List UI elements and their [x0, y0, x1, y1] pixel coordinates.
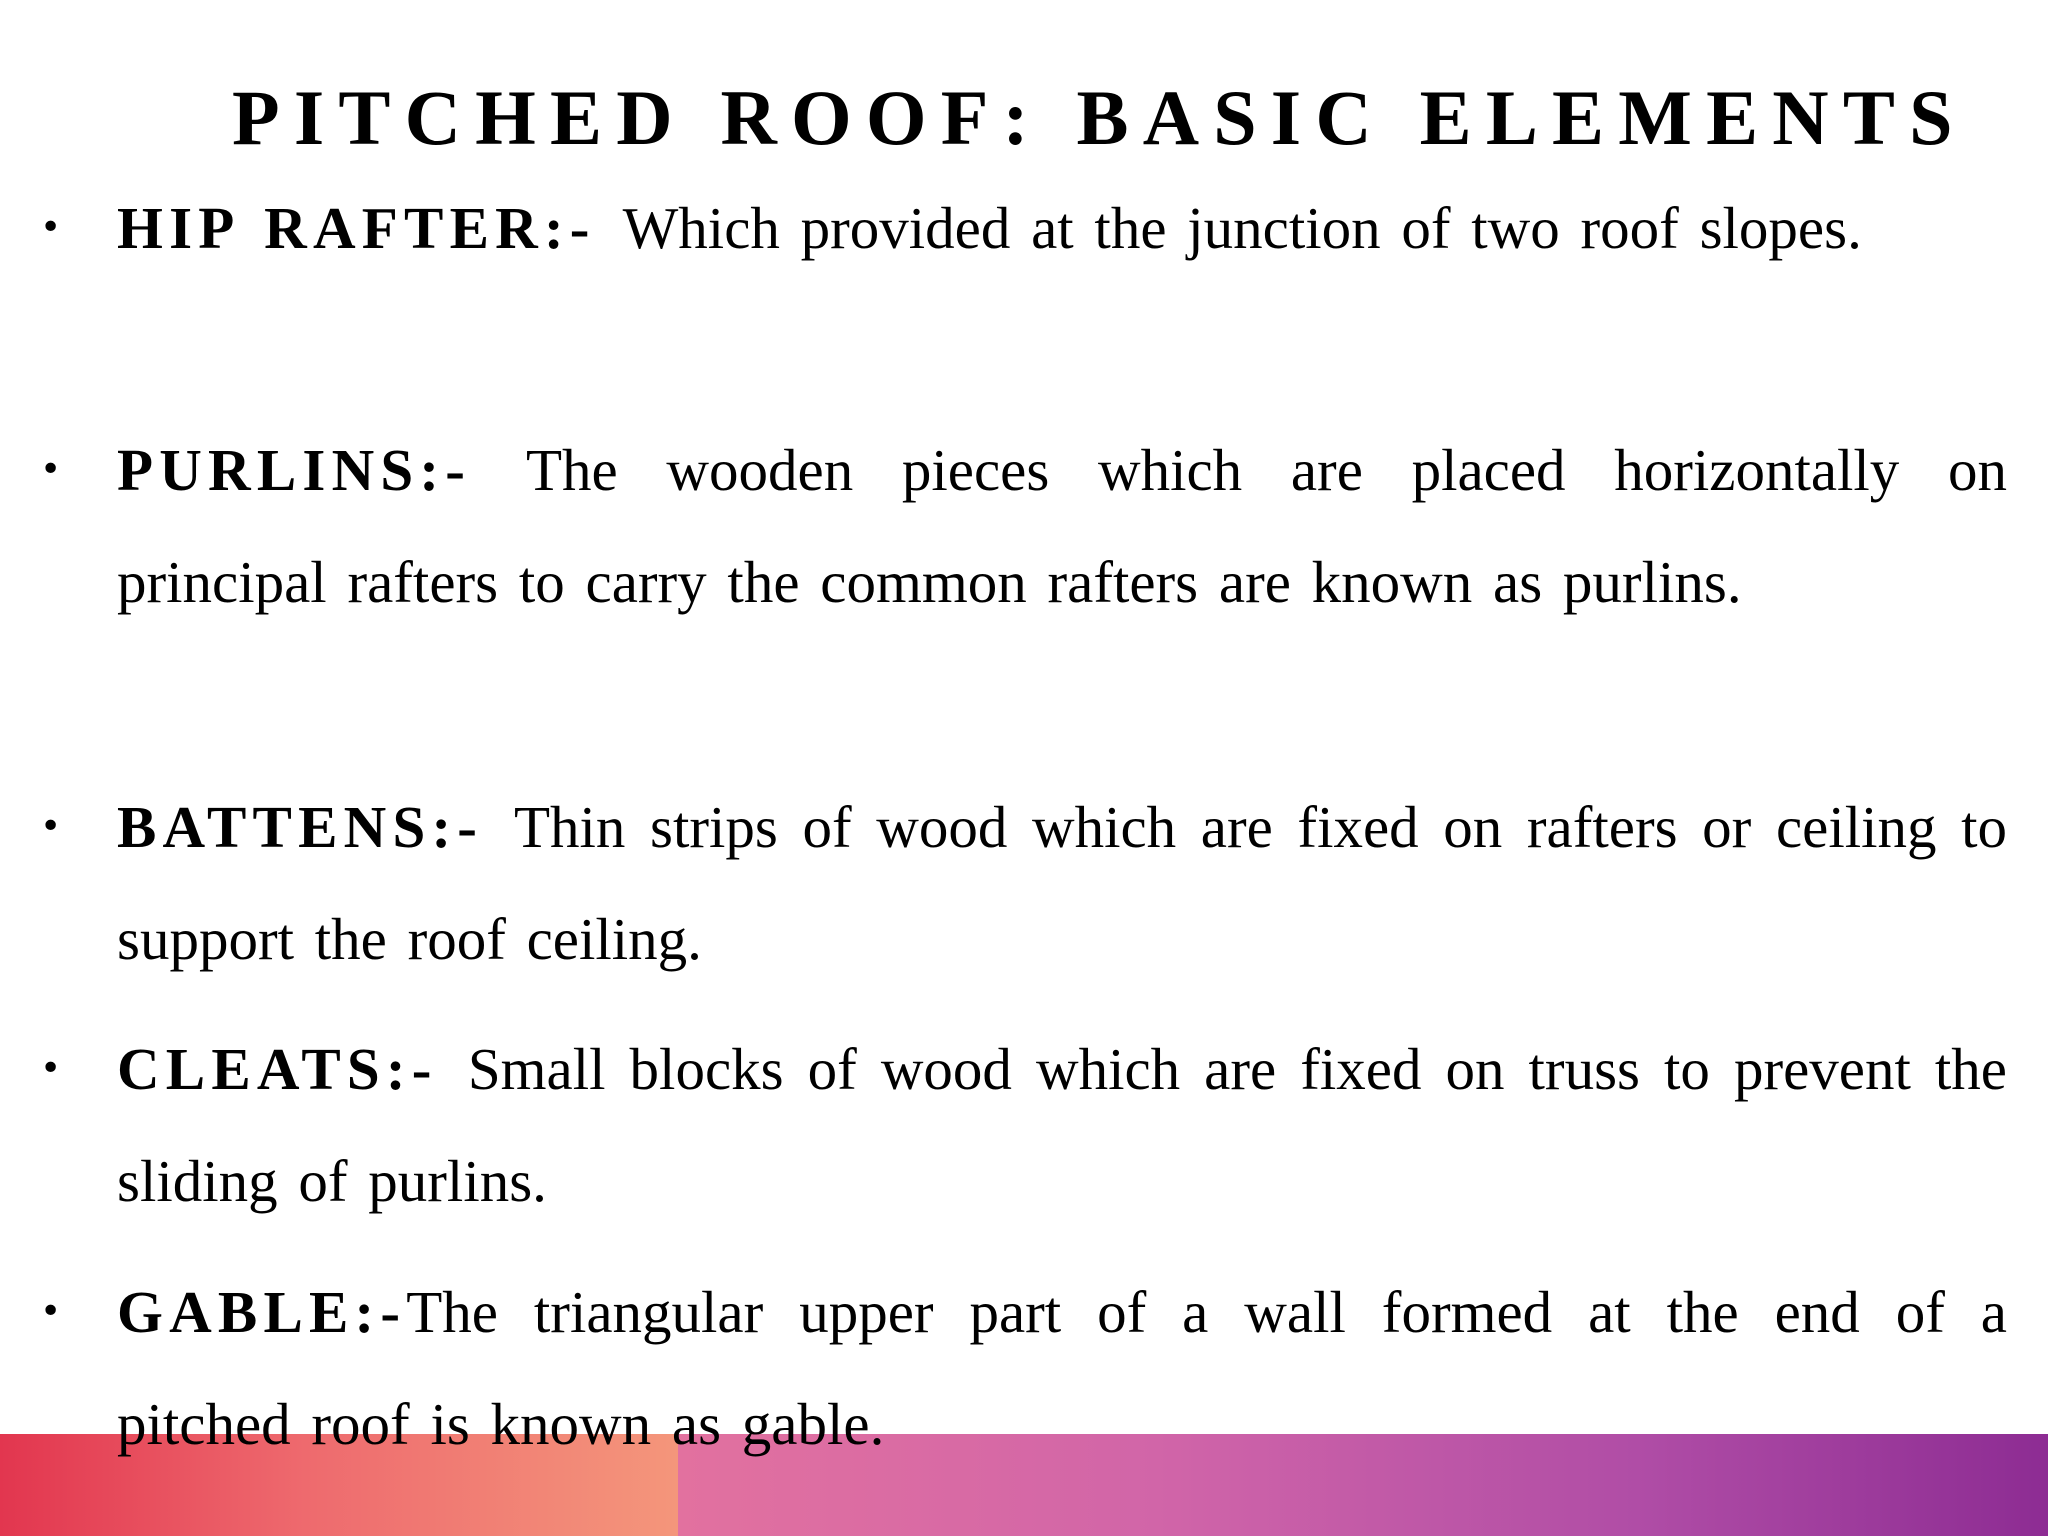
bullet-text [117, 414, 2007, 638]
bullet-point-icon: • [40, 207, 62, 248]
slide-title: PITCHED ROOF: BASIC ELEMENTS [232, 74, 1967, 161]
bullet-text [117, 1013, 2007, 1237]
bullet-point-icon: • [40, 1291, 62, 1332]
bullet-term: GABLE:- [117, 1279, 407, 1345]
bullet-term: HIP RAFTER:- [117, 195, 623, 261]
bullet-term: CLEATS:- [117, 1036, 468, 1102]
bullet-text [117, 172, 2007, 284]
bullet-description: Which provided at the junction of two roof slopes. [622, 195, 1862, 261]
bullet-description: The wooden pieces which are placed horizontally on principal rafters to carry the common rafters are known as purlins. [117, 437, 2007, 615]
bullet-term: BATTENS:- [117, 794, 514, 860]
bullet-point-icon: • [40, 1048, 62, 1089]
bullet-description: Thin strips of wood which are fixed on rafters or ceiling to support the roof ceiling. [117, 794, 2008, 972]
bullet-text [117, 771, 2007, 995]
bullet-text [117, 1256, 2007, 1480]
bullet-term: PURLINS:- [117, 437, 526, 503]
bullet-description: Small blocks of wood which are fixed on truss to prevent the sliding of purlins. [117, 1036, 2007, 1214]
bullet-description: The triangular upper part of a wall formed at the end of a pitched roof is known as gable. [117, 1279, 2007, 1457]
bullet-point-icon: • [40, 449, 62, 490]
bullet-point-icon: • [40, 806, 62, 847]
